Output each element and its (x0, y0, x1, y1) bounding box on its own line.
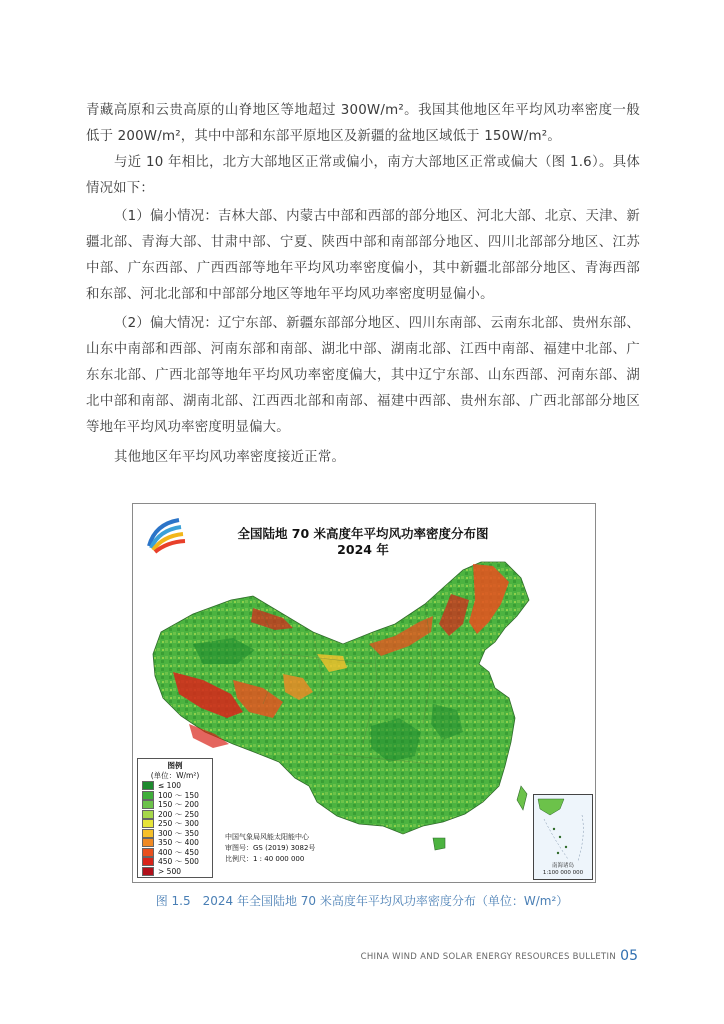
map-title-line2: 2024 年 (337, 542, 389, 557)
legend-label: 300 ～ 350 (158, 828, 199, 838)
inset-label: 南海诸岛 1:100 000 000 (542, 863, 584, 876)
map-credits (225, 832, 315, 865)
legend-label: > 500 (158, 866, 181, 876)
paragraph-4: （2）偏大情况：辽宁东部、新疆东部部分地区、四川东南部、云南东北部、贵州东部、山东中南部和西部、河南东部和南部、湖北中部、湖南北部、江西中南部、福建中北部、广东东北部、广西北部等地年平均风功率密度偏大，其中辽宁东部、山东西部、河南东部、湖北中部和南部、湖南北部、江西西北部和南部、福建中西部、贵州东部、广西北部部分地区等地年平均风功率密度明显偏大。 (86, 316, 640, 435)
legend-swatch (142, 810, 154, 819)
paragraph-3: （1）偏小情况：吉林大部、内蒙古中部和西部的部分地区、河北大部、北京、天津、新疆北部、青海大部、甘肃中部、宁夏、陕西中部和南部部分地区、四川北部部分地区、江苏中部、广东西部、广西西部等地年平均风功率密度偏小，其中新疆北部部分地区、青海西部和东部、河北北部和中部部分地区等地年平均风功率密度明显偏小。 (86, 209, 640, 302)
credit-scale: 比例尺：1 : 40 000 000 (225, 855, 305, 863)
legend-item (138, 857, 212, 867)
paragraph-1: 青藏高原和云贵高原的山脊地区等地超过 300W/m²。我国其他地区年平均风功率密度一般低于 200W/m²，其中中部和东部平原地区及新疆的盆地区域低于 150W/m²。 (86, 103, 640, 144)
legend-swatch (142, 867, 154, 876)
legend-swatch (142, 829, 154, 838)
legend-label: 450 ～ 500 (158, 857, 199, 867)
legend-unit: (单位：W/m²) (150, 771, 200, 780)
paragraph-2: 与近 10 年相比，北方大部地区正常或偏小，南方大部地区正常或偏大（图 1.6）。具体情况如下： (86, 155, 640, 196)
map-legend (137, 758, 213, 878)
wind-power-density-map-figure (132, 503, 596, 883)
legend-swatch (142, 819, 154, 828)
legend-label: 200 ～ 250 (158, 809, 199, 819)
south-china-sea-inset (533, 794, 593, 880)
legend-swatch (142, 838, 154, 847)
credit-approval-number: 审图号：GS (2019) 3082号 (225, 844, 316, 852)
legend-swatch (142, 781, 154, 790)
legend-swatch (142, 848, 154, 857)
map-title-line1: 全国陆地 70 米高度年平均风功率密度分布图 (237, 526, 489, 541)
legend-label: 400 ～ 450 (158, 847, 199, 857)
legend-label: ≤ 100 (158, 781, 181, 791)
legend-label: 100 ～ 150 (158, 790, 199, 800)
legend-swatch (142, 791, 154, 800)
credit-agency: 中国气象局风能太阳能中心 (225, 833, 309, 841)
figure-caption: 图 1.5 2024 年全国陆地 70 米高度年平均风功率密度分布（单位：W/m²） (155, 894, 569, 908)
legend-label: 250 ～ 300 (158, 819, 199, 829)
legend-label: 150 ～ 200 (158, 800, 199, 810)
paragraph-5: 其他地区年平均风功率密度接近正常。 (114, 450, 346, 465)
footer-bulletin-title: CHINA WIND AND SOLAR ENERGY RESOURCES BULLETIN (360, 952, 616, 962)
page-number: 05 (620, 948, 638, 964)
legend-label: 350 ～ 400 (158, 838, 199, 848)
legend-title: 图例 (167, 761, 183, 770)
legend-swatch (142, 857, 154, 866)
legend-swatch (142, 800, 154, 809)
legend-item (138, 867, 212, 877)
